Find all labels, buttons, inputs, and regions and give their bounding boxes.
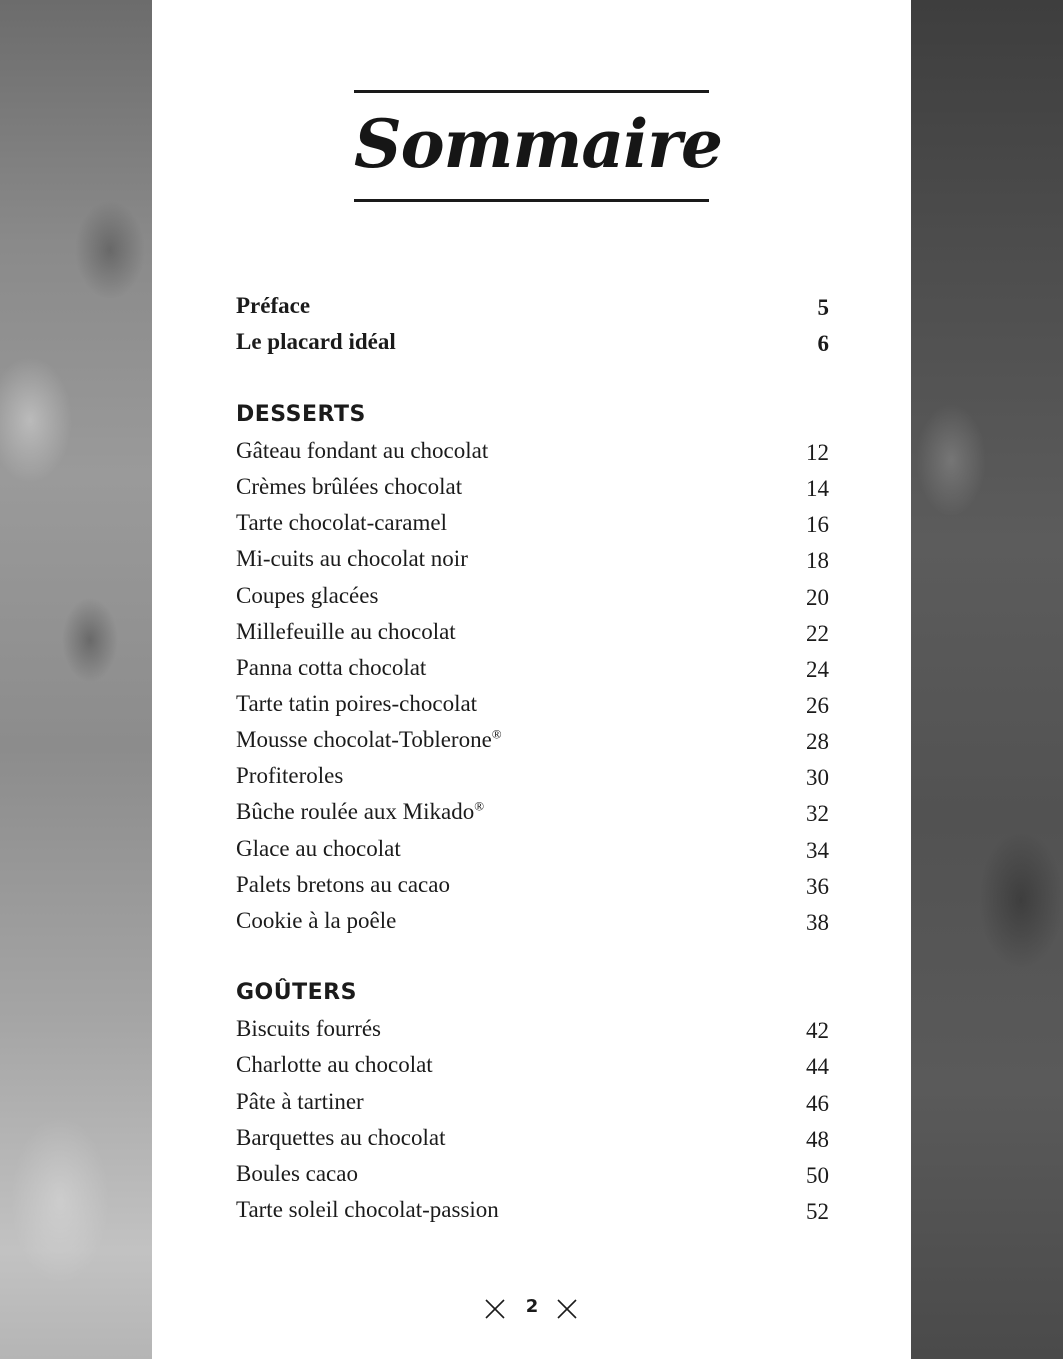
- toc-entry-page: 5: [817, 295, 829, 320]
- toc-entry[interactable]: [236, 799, 829, 833]
- toc-entry-page: 34: [806, 838, 829, 863]
- toc-entry-page: 36: [806, 874, 829, 899]
- toc-entry-label-text: Mousse chocolat-Toblerone: [236, 727, 492, 752]
- toc-entry[interactable]: [236, 1125, 829, 1159]
- toc-entry-page: 24: [806, 657, 829, 682]
- toc-entry-label: [236, 799, 484, 825]
- toc-entry-page: 52: [806, 1199, 829, 1224]
- toc-entry-page: 50: [806, 1163, 829, 1188]
- toc-entry-page: 12: [806, 440, 829, 465]
- toc-entry-label: Tarte soleil chocolat-passion: [236, 1197, 499, 1222]
- toc-entry-page: 30: [806, 765, 829, 790]
- toc-entry-label: Crèmes brûlées chocolat: [236, 474, 463, 499]
- toc-entry[interactable]: [236, 1016, 829, 1050]
- toc-entry-page: 22: [806, 621, 829, 646]
- page-title: Sommaire: [354, 105, 722, 183]
- page-footer: [482, 1294, 582, 1326]
- toc-entry-page: 32: [806, 801, 829, 826]
- toc-entry[interactable]: [236, 438, 829, 472]
- toc-entry[interactable]: [236, 763, 829, 797]
- toc-entry-label: Palets bretons au cacao: [236, 872, 450, 897]
- toc-entry-label: [236, 727, 502, 753]
- toc-entry-label: Millefeuille au chocolat: [236, 619, 456, 644]
- toc-entry[interactable]: [236, 293, 829, 327]
- toc-entry[interactable]: [236, 908, 829, 942]
- toc-entry-page: 48: [806, 1127, 829, 1152]
- toc-entry[interactable]: [236, 583, 829, 617]
- toc-entry[interactable]: [236, 727, 829, 761]
- toc-entry-page: 6: [817, 331, 829, 356]
- toc-entry[interactable]: [236, 655, 829, 689]
- section-heading-desserts: DESSERTS: [236, 402, 366, 427]
- toc-entry-label: Coupes glacées: [236, 583, 379, 608]
- toc-entry-label-text: Bûche roulée aux Mikado: [236, 799, 475, 824]
- toc-entry-label: Panna cotta chocolat: [236, 655, 427, 680]
- title-frame: [354, 90, 722, 202]
- toc-entry-page: 46: [806, 1091, 829, 1116]
- toc-entry-label: Barquettes au chocolat: [236, 1125, 446, 1150]
- toc-entry-page: 14: [806, 476, 829, 501]
- slate-background-right: [911, 0, 1063, 1359]
- toc-entry-page: 38: [806, 910, 829, 935]
- toc-entry[interactable]: [236, 1052, 829, 1086]
- toc-entry-label: Gâteau fondant au chocolat: [236, 438, 489, 463]
- toc-entry[interactable]: [236, 510, 829, 544]
- toc-entry-label: Préface: [236, 293, 311, 318]
- slate-background-left: [0, 0, 152, 1359]
- toc-entry-page: 44: [806, 1054, 829, 1079]
- toc-entry-label: Tarte tatin poires-chocolat: [236, 691, 478, 716]
- toc-entry-label: Mi-cuits au chocolat noir: [236, 546, 468, 571]
- toc-entry[interactable]: [236, 836, 829, 870]
- toc-entry[interactable]: [236, 691, 829, 725]
- toc-entry-label: Charlotte au chocolat: [236, 1052, 433, 1077]
- toc-entry-label: Tarte chocolat-caramel: [236, 510, 447, 535]
- content-page: [152, 0, 911, 1359]
- toc-entry[interactable]: [236, 1197, 829, 1231]
- toc-entry[interactable]: [236, 1161, 829, 1195]
- toc-entry-label: Le placard idéal: [236, 329, 396, 354]
- toc-entry-page: 42: [806, 1018, 829, 1043]
- registered-mark: ®: [491, 726, 502, 742]
- registered-mark: ®: [474, 798, 485, 814]
- toc-entry-label: Boules cacao: [236, 1161, 358, 1186]
- toc-entry-label: Pâte à tartiner: [236, 1089, 364, 1114]
- cross-icon: [484, 1298, 506, 1320]
- toc-entry-label: Biscuits fourrés: [236, 1016, 382, 1041]
- toc-entry[interactable]: [236, 1089, 829, 1123]
- toc-entry-label: Glace au chocolat: [236, 836, 401, 861]
- toc-entry-label: Cookie à la poêle: [236, 908, 397, 933]
- toc-entry-label: Profiteroles: [236, 763, 344, 788]
- toc-entry[interactable]: [236, 329, 829, 363]
- toc-entry[interactable]: [236, 474, 829, 508]
- toc-entry-page: 26: [806, 693, 829, 718]
- toc-entry-page: 28: [806, 729, 829, 754]
- toc-entry[interactable]: [236, 872, 829, 906]
- cross-icon: [556, 1298, 578, 1320]
- toc-entry[interactable]: [236, 619, 829, 653]
- section-heading-gouters: GOÛTERS: [236, 980, 357, 1005]
- toc-entry-page: 18: [806, 548, 829, 573]
- toc-entry[interactable]: [236, 546, 829, 580]
- page-number: 2: [525, 1296, 539, 1317]
- toc-entry-page: 16: [806, 512, 829, 537]
- toc-entry-page: 20: [806, 585, 829, 610]
